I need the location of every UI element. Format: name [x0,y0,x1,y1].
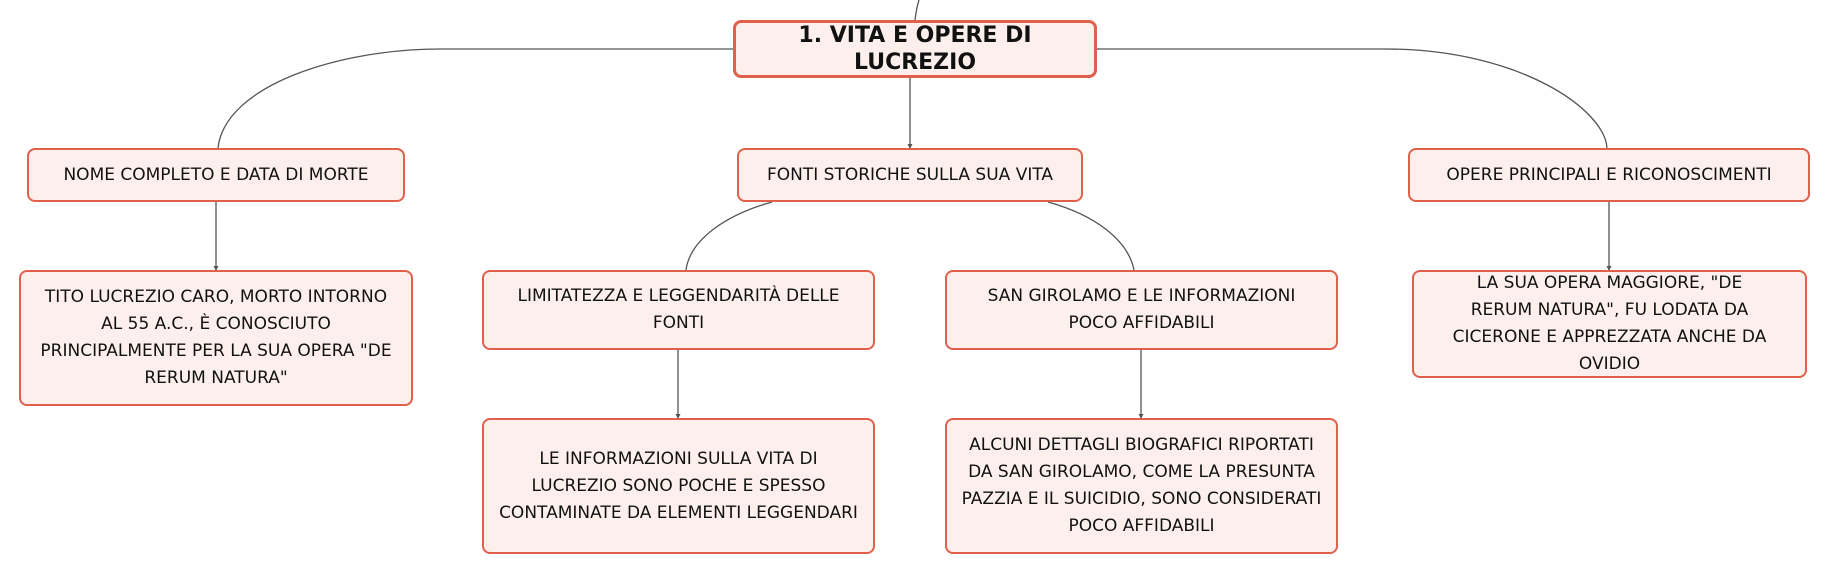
limitatezza-node[interactable] [482,270,875,350]
branch-opere-node[interactable] [1408,148,1810,202]
branch-fonti-node[interactable] [737,148,1083,202]
nome-detail-node[interactable] [19,270,413,406]
girolamo-node[interactable] [945,270,1338,350]
branch-nome-node[interactable] [27,148,405,202]
opere-detail-text: LA SUA OPERA MAGGIORE, "DE RERUM NATURA", FU LODATA DA CICERONE E APPREZZATA ANCHE DA OVIDIO [1452,273,1767,374]
branch-opere-label: OPERE PRINCIPALI E RICONOSCIMENTI [1446,164,1772,185]
root-node[interactable] [733,20,1097,78]
nome-detail-text: TITO LUCREZIO CARO, MORTO INTORNO AL 55 A.C., È CONOSCIUTO PRINCIPALMENTE PER LA SUA OPERA "DE RERUM NATURA" [40,287,392,388]
girolamo-label: SAN GIROLAMO E LE INFORMAZIONI POCO AFFIDABILI [987,286,1296,333]
girolamo-detail-text: ALCUNI DETTAGLI BIOGRAFICI RIPORTATI DA SAN GIROLAMO, COME LA PRESUNTA PAZZIA E IL SUICIDIO, SONO CONSIDERATI POCO AFFIDABILI [961,435,1322,536]
limitatezza-label: LIMITATEZZA E LEGGENDARITÀ DELLE FONTI [517,286,840,333]
connector-parent-root [915,0,919,20]
limitatezza-detail-node[interactable] [482,418,875,554]
connector-root-nome [218,49,733,148]
root-label: 1. VITA E OPERE DI LUCREZIO [798,23,1032,75]
connector-fonti-limitatezza [686,202,772,270]
branch-nome-label: NOME COMPLETO E DATA DI MORTE [63,164,369,185]
limitatezza-detail-text: LE INFORMAZIONI SULLA VITA DI LUCREZIO SONO POCHE E SPESSO CONTAMINATE DA ELEMENTI LEGGENDARI [499,448,858,523]
connector-fonti-girolamo [1048,202,1134,270]
opere-detail-node[interactable] [1412,270,1807,378]
branch-fonti-label: FONTI STORICHE SULLA SUA VITA [766,164,1054,185]
girolamo-detail-node[interactable] [945,418,1338,554]
connector-root-opere [1097,49,1607,148]
